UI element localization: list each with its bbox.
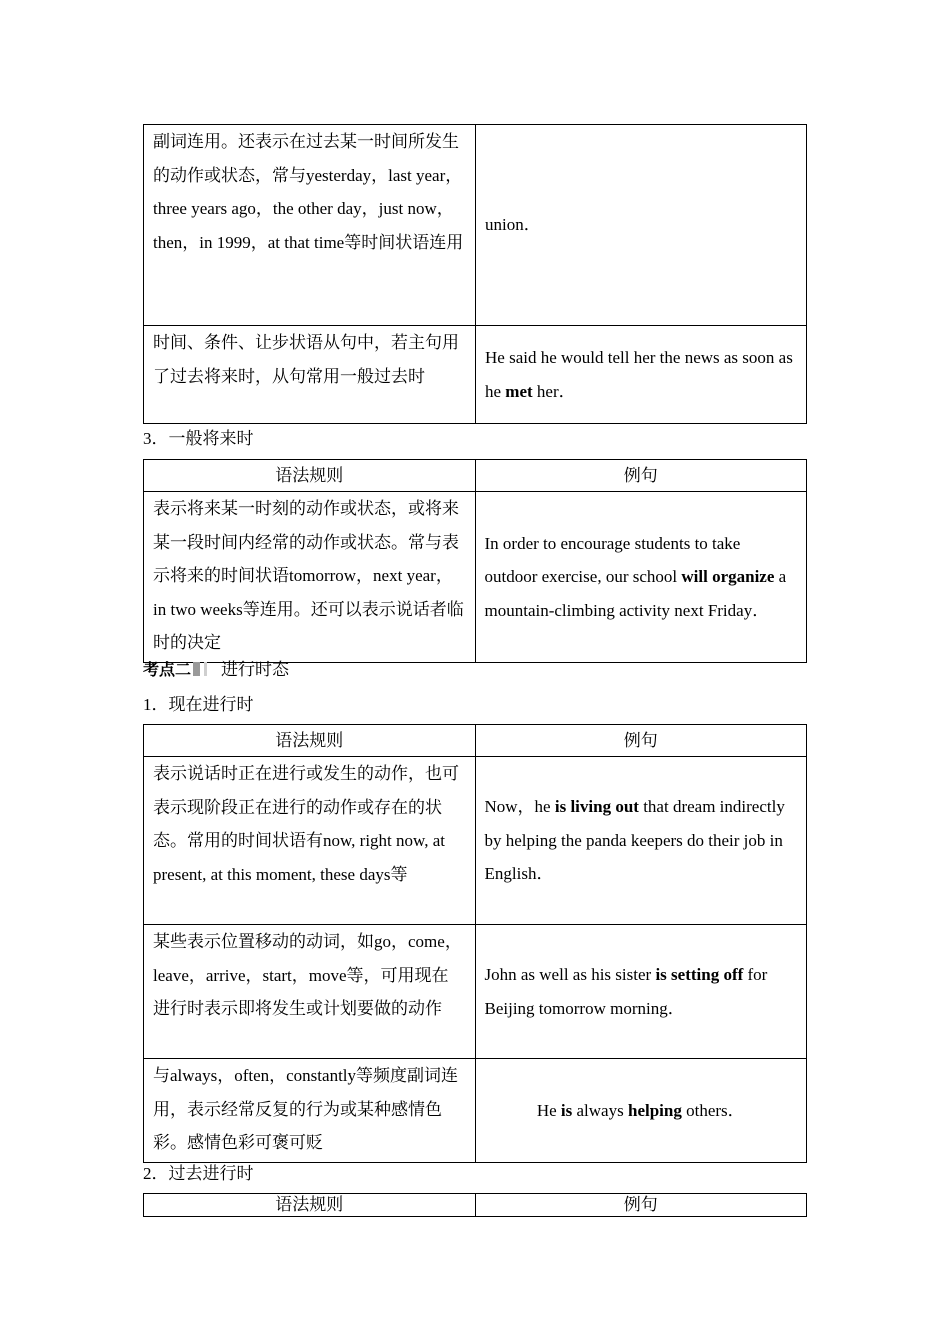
table-row — [144, 326, 807, 424]
heading-text: 过去进行时 — [168, 1164, 254, 1184]
example-text: Now，he — [484, 797, 555, 817]
rule-text: 某些表示位置移动的动词，如go，come，leave，arrive，start，move等，可用现在进行时表示即将发生或计划要做的动作 — [153, 932, 462, 1018]
table-row — [144, 925, 807, 1059]
section-heading-present-progressive — [143, 690, 254, 715]
table-future-simple — [143, 459, 807, 663]
column-header-rule: 语法规则 — [144, 460, 476, 492]
column-header-example: 例句 — [475, 460, 807, 492]
heading-number: 2． — [143, 1164, 169, 1183]
rule-cell — [144, 326, 476, 424]
example-text: He — [536, 1100, 561, 1120]
heading-number: 1． — [143, 695, 169, 714]
example-cell — [475, 925, 807, 1059]
example-bold: is — [560, 1100, 573, 1120]
rule-cell — [144, 925, 476, 1059]
example-text: In order to encourage students to take outdoor exercise, our school — [484, 533, 741, 586]
table-past-progressive — [143, 1193, 807, 1217]
kaodian-bar-icon — [204, 662, 207, 676]
rule-text: 时间、条件、让步状语从句中，若主句用了过去将来时，从句常用一般过去时 — [153, 333, 459, 386]
example-text: always — [572, 1100, 628, 1120]
example-cell — [475, 1059, 807, 1163]
column-header-example: 例句 — [475, 725, 807, 757]
example-bold: is setting off — [655, 965, 744, 984]
example-bold: met — [505, 381, 533, 401]
heading-text: 现在进行时 — [168, 695, 254, 715]
kaodian-tag: 考点二 — [143, 660, 192, 679]
heading-text: 一般将来时 — [168, 429, 254, 449]
example-text: others． — [681, 1100, 745, 1120]
example-text: He said he would tell her the news as soon as he — [485, 348, 793, 401]
rule-text: 表示说话时正在进行或发生的动作，也可表示现阶段正在进行的动作或存在的状态。常用的时间状语有now, right now, at present, at this moment, these days等 — [153, 764, 459, 884]
example-text: her． — [532, 381, 576, 401]
example-bold: is living out — [554, 797, 639, 817]
table-row — [144, 1059, 807, 1163]
rule-cell — [144, 492, 476, 663]
example-cell — [475, 757, 807, 925]
table-header-row — [144, 1194, 807, 1217]
example-bold: will organize — [681, 567, 775, 586]
table-row — [144, 757, 807, 925]
rule-cell — [144, 1059, 476, 1163]
heading-number: 3． — [143, 429, 169, 448]
table-present-progressive — [143, 724, 807, 1163]
table-header-row — [144, 460, 807, 492]
example-bold: helping — [627, 1100, 682, 1120]
column-header-rule: 语法规则 — [144, 725, 476, 757]
rule-text: 表示将来某一时刻的动作或状态，或将来某一段时间内经常的动作或状态。常与表示将来的时间状语tomorrow，next year，in two weeks等连用。还可以表示说话者临时的决定 — [153, 499, 464, 652]
section-heading-past-progressive — [143, 1159, 254, 1184]
column-header-example: 例句 — [475, 1194, 807, 1217]
section-heading-future-simple — [143, 424, 254, 449]
example-cell — [476, 326, 807, 424]
example-text: union． — [485, 215, 541, 235]
rule-text: 与always，often，constantly等频度副词连用，表示经常反复的行为或某种感情色彩。感情色彩可褒可贬 — [153, 1066, 459, 1152]
example-cell — [476, 125, 807, 326]
table-row — [144, 125, 807, 326]
kaodian-bar-icon — [193, 662, 200, 676]
table-header-row — [144, 725, 807, 757]
column-header-rule: 语法规则 — [144, 1194, 476, 1217]
example-cell — [475, 492, 807, 663]
example-text: a mountain-climbing activity next Friday． — [484, 567, 787, 620]
table-past-simple-continued — [143, 124, 807, 424]
example-text: for Beijing tomorrow morning． — [484, 965, 768, 1018]
rule-cell — [144, 125, 476, 326]
example-text: John as well as his sister — [484, 965, 656, 984]
rule-cell — [144, 757, 476, 925]
kaodian-title: 进行时态 — [221, 660, 290, 680]
example-text: that dream indirectly by helping the panda keepers do their job in English． — [484, 797, 785, 884]
rule-text: 副词连用。还表示在过去某一时间所发生的动作或状态，常与yesterday，last year，three years ago，the other day，just now，then，in 1999，at that time等时间状语连用 — [153, 132, 464, 252]
kaodian-heading — [143, 655, 289, 680]
table-row — [144, 492, 807, 663]
